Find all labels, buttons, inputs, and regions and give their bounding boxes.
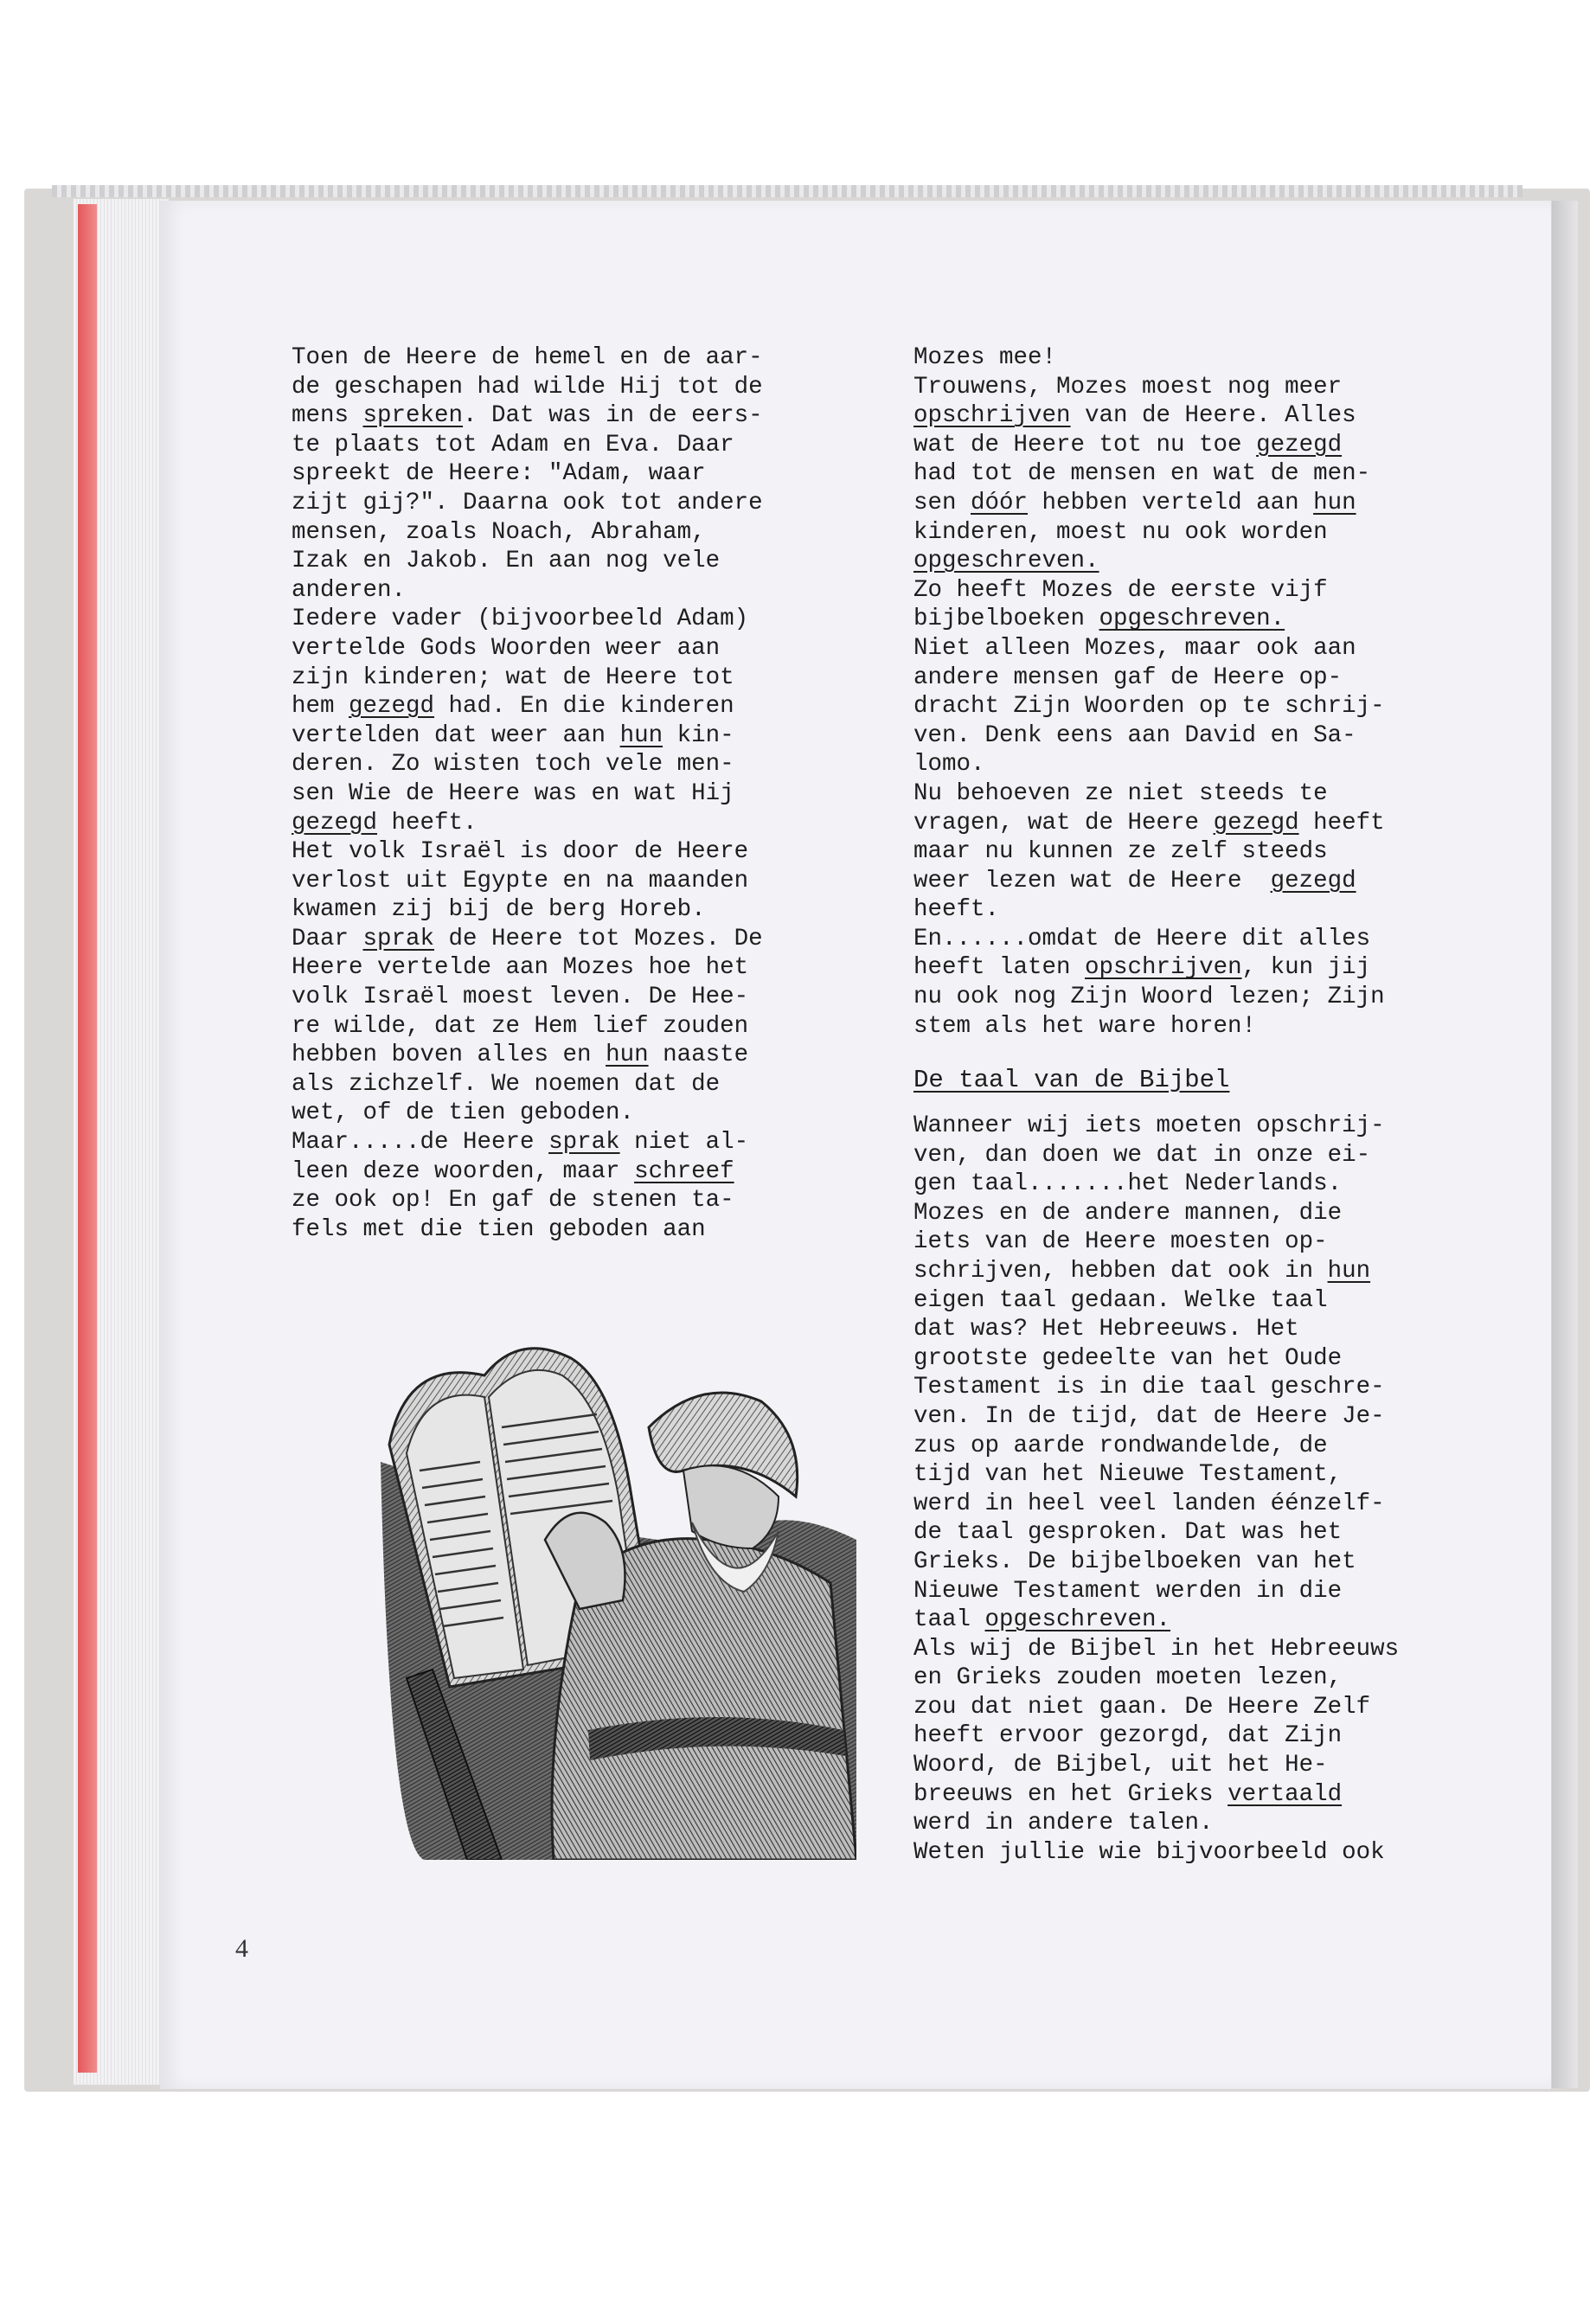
text-line: mens spreken. Dat was in de eers-: [292, 402, 763, 430]
text-line: Heere vertelde aan Mozes hoe het: [292, 954, 749, 982]
text-line: Zo heeft Mozes de eerste vijf: [913, 576, 1328, 604]
text-line: heeft.: [913, 896, 1000, 924]
text-line: hebben boven alles en hun naaste: [292, 1042, 749, 1069]
text-line: werd in heel veel landen éénzelf-: [913, 1490, 1385, 1517]
text-line: ven, dan doen we dat in onze ei-: [913, 1141, 1371, 1169]
text-line: leen deze woorden, maar schreef: [292, 1157, 734, 1185]
text-line: maar nu kunnen ze zelf steeds: [913, 838, 1328, 866]
text-line: grootste gedeelte van het Oude: [913, 1344, 1343, 1372]
text-line: heeft laten opschrijven, kun jij: [913, 954, 1371, 982]
left-text-column: [292, 343, 763, 1244]
text-line: nu ook nog Zijn Woord lezen; Zijn: [913, 984, 1385, 1011]
text-line: zou dat niet gaan. De Heere Zelf: [913, 1693, 1371, 1721]
text-line: opgeschreven.: [913, 548, 1099, 575]
text-line: gezegd heeft.: [292, 809, 478, 836]
text-line: Izak en Jakob. En aan nog vele: [292, 548, 721, 575]
text-line: iets van de Heere moesten op-: [913, 1228, 1328, 1256]
text-line: lomo.: [913, 751, 985, 779]
text-line: dat was? Het Hebreeuws. Het: [913, 1316, 1299, 1343]
text-line: Mozes en de andere mannen, die: [913, 1199, 1343, 1227]
text-line: dracht Zijn Woorden op te schrij-: [913, 693, 1385, 721]
text-line: vertelden dat weer aan hun kin-: [292, 721, 734, 749]
text-line: heeft ervoor gezorgd, dat Zijn: [913, 1722, 1343, 1750]
text-line: zus op aarde rondwandelde, de: [913, 1432, 1328, 1459]
text-line: Mozes mee!: [913, 344, 1057, 371]
text-line: vertelde Gods Woorden weer aan: [292, 634, 721, 662]
text-line: bijbelboeken opgeschreven.: [913, 606, 1285, 633]
text-line: ven. Denk eens aan David en Sa-: [913, 721, 1356, 749]
text-line: de geschapen had wilde Hij tot de: [292, 373, 763, 401]
text-line: Toen de Heere de hemel en de aar-: [292, 344, 763, 371]
text-line: taal opgeschreven.: [913, 1606, 1171, 1634]
text-line: Grieks. De bijbelboeken van het: [913, 1548, 1356, 1575]
text-line: vragen, wat de Heere gezegd heeft: [913, 809, 1385, 836]
text-line: zijn kinderen; wat de Heere tot: [292, 663, 734, 691]
text-line: eigen taal gedaan. Welke taal: [913, 1286, 1328, 1314]
text-line: Weten jullie wie bijvoorbeeld ook: [913, 1838, 1385, 1866]
section-heading: De taal van de Bijbel: [913, 1066, 1230, 1094]
text-line: kinderen, moest nu ook worden: [913, 518, 1328, 546]
text-line: stem als het ware horen!: [913, 1012, 1257, 1040]
text-line: als zichzelf. We noemen dat de: [292, 1070, 721, 1098]
text-line: zijt gij?". Daarna ook tot andere: [292, 489, 763, 516]
text-line: anderen.: [292, 576, 407, 604]
text-line: wet, of de tien geboden.: [292, 1099, 635, 1127]
text-line: En......omdat de Heere dit alles: [913, 925, 1371, 952]
text-line: Als wij de Bijbel in het Hebreeuws: [913, 1635, 1400, 1663]
text-line: tijd van het Nieuwe Testament,: [913, 1461, 1343, 1489]
text-line: Nu behoeven ze niet steeds te: [913, 779, 1328, 807]
text-line: sen Wie de Heere was en wat Hij: [292, 779, 734, 807]
book-top-edge: [52, 185, 1522, 197]
text-line: Testament is in die taal geschre-: [913, 1374, 1385, 1401]
text-line: andere mensen gaf de Heere op-: [913, 663, 1343, 691]
text-line: breeuws en het Grieks vertaald: [913, 1780, 1343, 1808]
text-line: Iedere vader (bijvoorbeeld Adam): [292, 606, 749, 633]
text-line: mensen, zoals Noach, Abraham,: [292, 518, 706, 546]
text-line: verlost uit Egypte en na maanden: [292, 867, 749, 894]
text-line: Daar sprak de Heere tot Mozes. De: [292, 925, 763, 952]
text-line: deren. Zo wisten toch vele men-: [292, 751, 734, 779]
text-line: Woord, de Bijbel, uit het He-: [913, 1752, 1328, 1779]
text-line: ze ook op! En gaf de stenen ta-: [292, 1187, 734, 1215]
text-line: werd in andere talen.: [913, 1810, 1214, 1837]
text-line: volk Israël moest leven. De Hee-: [292, 984, 749, 1011]
right-text-column: [913, 343, 1385, 1041]
text-line: gen taal.......het Nederlands.: [913, 1170, 1343, 1198]
text-line: Maar.....de Heere sprak niet al-: [292, 1129, 749, 1157]
text-line: en Grieks zouden moeten lezen,: [913, 1664, 1343, 1692]
text-line: opschrijven van de Heere. Alles: [913, 402, 1356, 430]
text-line: weer lezen wat de Heere gezegd: [913, 867, 1356, 894]
right-section-text: [913, 1112, 1399, 1867]
text-line: spreekt de Heere: "Adam, waar: [292, 460, 706, 488]
bookmark-ribbon: [78, 204, 97, 2073]
text-line: hem gezegd had. En die kinderen: [292, 693, 734, 721]
text-line: Wanneer wij iets moeten opschrij-: [913, 1112, 1385, 1139]
text-line: had tot de mensen en wat de men-: [913, 460, 1371, 488]
moses-tablets-illustration: [372, 1324, 856, 1860]
text-line: re wilde, dat ze Hem lief zouden: [292, 1012, 749, 1040]
text-line: de taal gesproken. Dat was het: [913, 1519, 1343, 1547]
text-line: Niet alleen Mozes, maar ook aan: [913, 634, 1356, 662]
text-line: wat de Heere tot nu toe gezegd: [913, 431, 1343, 458]
text-line: ven. In de tijd, dat de Heere Je-: [913, 1402, 1385, 1430]
text-line: Nieuwe Testament werden in die: [913, 1577, 1343, 1605]
text-line: schrijven, hebben dat ook in hun: [913, 1257, 1371, 1285]
text-line: Het volk Israël is door de Heere: [292, 838, 749, 866]
text-line: te plaats tot Adam en Eva. Daar: [292, 431, 734, 458]
text-line: kwamen zij bij de berg Horeb.: [292, 896, 706, 924]
text-line: sen dóór hebben verteld aan hun: [913, 489, 1356, 516]
text-line: Trouwens, Mozes moest nog meer: [913, 373, 1343, 401]
text-line: fels met die tien geboden aan: [292, 1215, 706, 1243]
book-right-edge: [1552, 201, 1578, 2088]
page-number: 4: [235, 1934, 248, 1963]
